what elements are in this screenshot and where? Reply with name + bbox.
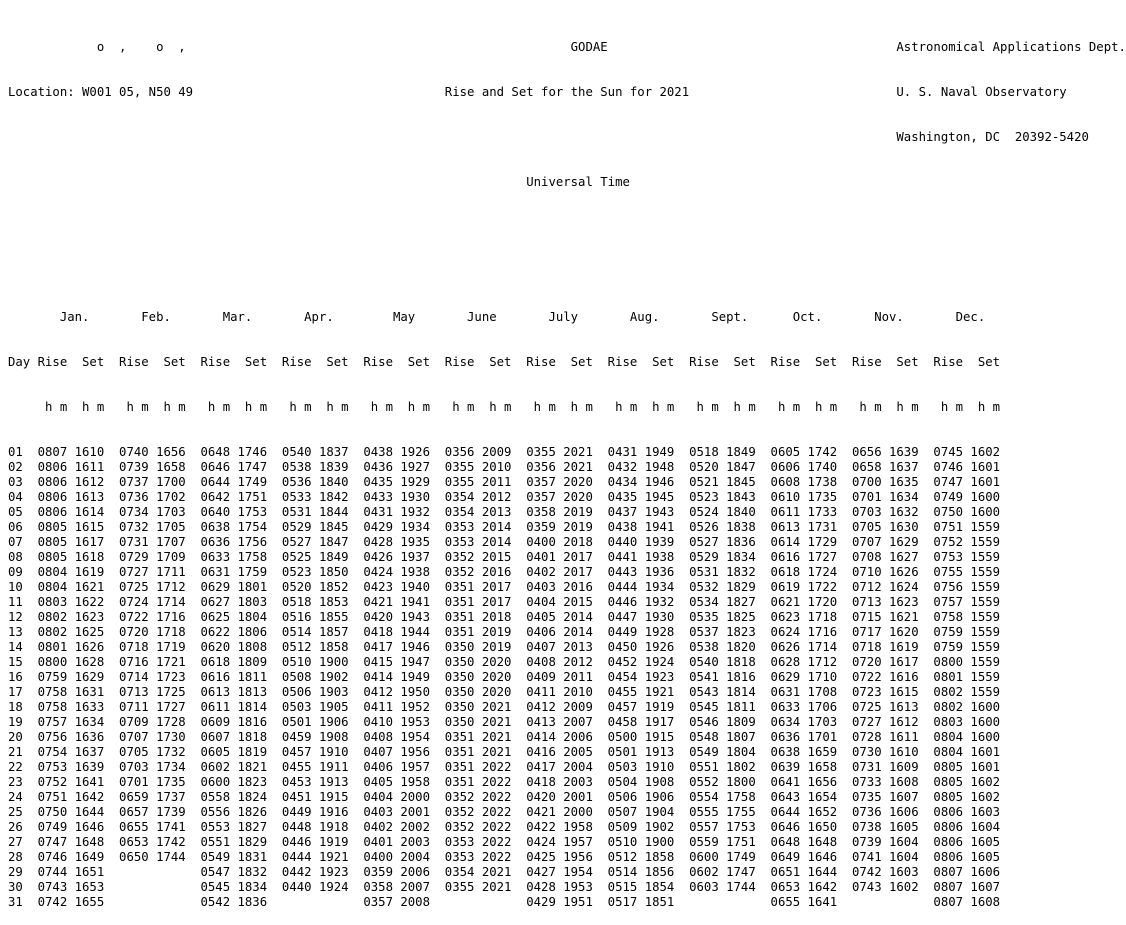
table-row: 13 0802 1625 0720 1718 0622 1806 0514 1857 0418 1944 0351 2019 0406 2014 0449 1928 0537 1823 0624 1716 0717 1620 0759 1559 (8, 625, 1001, 639)
table-row: 11 0803 1622 0724 1714 0627 1803 0518 1853 0421 1941 0351 2017 0404 2015 0446 1932 0534 1827 0621 1720 0713 1623 0757 1559 (8, 595, 1001, 609)
table-row: 29 0744 1651 0547 1832 0442 1923 0359 2006 0354 2021 0427 1954 0514 1856 0602 1747 0651 1644 0742 1603 0807 1606 (8, 865, 1001, 879)
table-row: 15 0800 1628 0716 1721 0618 1809 0510 1900 0415 1947 0350 2020 0408 2012 0452 1924 0540 1818 0628 1712 0720 1617 0800 1559 (8, 655, 1001, 669)
table-row: 24 0751 1642 0659 1737 0558 1824 0451 1915 0404 2000 0352 2022 0420 2001 0506 1906 0554 1758 0643 1654 0735 1607 0805 1602 (8, 790, 1001, 804)
coordinate-marks-line: o , o , GODAE Astronomical Applications Dept. (8, 40, 1126, 54)
month-header-row: Jan. Feb. Mar. Apr. May June July Aug. Sept. Oct. Nov. Dec. (8, 310, 986, 324)
table-row: 05 0806 1614 0734 1703 0640 1753 0531 1844 0431 1932 0354 2013 0358 2019 0437 1943 0524 1840 0611 1733 0703 1632 0750 1600 (8, 505, 1001, 519)
table-row: 19 0757 1634 0709 1728 0609 1816 0501 1906 0410 1953 0350 2021 0413 2007 0458 1917 0546 1809 0634 1703 0727 1612 0803 1600 (8, 715, 1001, 729)
table-row: 28 0746 1649 0650 1744 0549 1831 0444 1921 0400 2004 0353 2022 0425 1956 0512 1858 0600 1749 0649 1646 0741 1604 0806 1605 (8, 850, 1001, 864)
table-row: 16 0759 1629 0714 1723 0616 1811 0508 1902 0414 1949 0350 2020 0409 2011 0454 1923 0541 1816 0629 1710 0722 1616 0801 1559 (8, 670, 1001, 684)
blank-line (8, 220, 1126, 235)
table-row: 26 0749 1646 0655 1741 0553 1827 0448 1918 0402 2002 0352 2022 0422 1958 0509 1902 0557 1753 0646 1650 0738 1605 0806 1604 (8, 820, 1001, 834)
table-row: 06 0805 1615 0732 1705 0638 1754 0529 1845 0429 1934 0353 2014 0359 2019 0438 1941 0526 1838 0613 1731 0705 1630 0751 1559 (8, 520, 1001, 534)
table-row: 14 0801 1626 0718 1719 0620 1808 0512 1858 0417 1946 0350 2019 0407 2013 0450 1926 0538 1820 0626 1714 0718 1619 0759 1559 (8, 640, 1001, 654)
table-row: 18 0758 1633 0711 1727 0611 1814 0503 1905 0411 1952 0350 2021 0412 2009 0457 1919 0545 1811 0633 1706 0725 1613 0802 1600 (8, 700, 1001, 714)
blank-line (8, 265, 1126, 280)
table-row: 27 0747 1648 0653 1742 0551 1829 0446 1919 0401 2003 0353 2022 0424 1957 0510 1900 0559 1751 0648 1648 0739 1604 0806 1605 (8, 835, 1001, 849)
location-title-line: Location: W001 05, N50 49 Rise and Set for the Sun for 2021 U. S. Naval Observatory (8, 85, 1067, 99)
table-row: 04 0806 1613 0736 1702 0642 1751 0533 1842 0433 1930 0354 2012 0357 2020 0435 1945 0523 1843 0610 1735 0701 1634 0749 1600 (8, 490, 1001, 504)
table-row: 08 0805 1618 0729 1709 0633 1758 0525 1849 0426 1937 0352 2015 0401 2017 0441 1938 0529 1834 0616 1727 0708 1627 0753 1559 (8, 550, 1001, 564)
table-row: 31 0742 1655 0542 1836 0357 2008 0429 1951 0517 1851 0655 1641 0807 1608 (8, 895, 1001, 909)
table-row: 02 0806 1611 0739 1658 0646 1747 0538 1839 0436 1927 0355 2010 0356 2021 0432 1948 0520 1847 0606 1740 0658 1637 0746 1601 (8, 460, 1001, 474)
table-row: 30 0743 1653 0545 1834 0440 1924 0358 2007 0355 2021 0428 1953 0515 1854 0603 1744 0653 1642 0743 1602 0807 1607 (8, 880, 1001, 894)
day-rows (8, 445, 1126, 910)
table-row: 23 0752 1641 0701 1735 0600 1823 0453 1913 0405 1958 0351 2022 0418 2003 0504 1908 0552 1800 0641 1656 0733 1608 0805 1602 (8, 775, 1001, 789)
table-row: 21 0754 1637 0705 1732 0605 1819 0457 1910 0407 1956 0351 2021 0416 2005 0501 1913 0549 1804 0638 1659 0730 1610 0804 1601 (8, 745, 1001, 759)
sun-table-document (8, 10, 1126, 925)
table-row: 22 0753 1639 0703 1734 0602 1821 0455 1911 0406 1957 0351 2022 0417 2004 0503 1910 0551 1802 0639 1658 0731 1609 0805 1601 (8, 760, 1001, 774)
org-line-3: Washington, DC 20392-5420 (8, 130, 1089, 144)
rise-set-header-row: Day Rise Set Rise Set Rise Set Rise Set Rise Set Rise Set Rise Set Rise Set Rise Set Rise Set Rise Set Rise Set (8, 355, 1001, 369)
table-row: 17 0758 1631 0713 1725 0613 1813 0506 1903 0412 1950 0350 2020 0411 2010 0455 1921 0543 1814 0631 1708 0723 1615 0802 1559 (8, 685, 1001, 699)
units-header-row: h m h m h m h m h m h m h m h m h m h m h m h m h m h m h m h m h m h m h m h m h m h m h m h m (8, 400, 1001, 414)
table-row: 25 0750 1644 0657 1739 0556 1826 0449 1916 0403 2001 0352 2022 0421 2000 0507 1904 0555 1755 0644 1652 0736 1606 0806 1603 (8, 805, 1001, 819)
table-row: 12 0802 1623 0722 1716 0625 1804 0516 1855 0420 1943 0351 2018 0405 2014 0447 1930 0535 1825 0623 1718 0715 1621 0758 1559 (8, 610, 1001, 624)
table-row: 09 0804 1619 0727 1711 0631 1759 0523 1850 0424 1938 0352 2016 0402 2017 0443 1936 0531 1832 0618 1724 0710 1626 0755 1559 (8, 565, 1001, 579)
time-zone-line: Universal Time (8, 175, 630, 189)
table-row: 20 0756 1636 0707 1730 0607 1818 0459 1908 0408 1954 0351 2021 0414 2006 0500 1915 0548 1807 0636 1701 0728 1611 0804 1600 (8, 730, 1001, 744)
table-row: 03 0806 1612 0737 1700 0644 1749 0536 1840 0435 1929 0355 2011 0357 2020 0434 1946 0521 1845 0608 1738 0700 1635 0747 1601 (8, 475, 1001, 489)
table-row: 10 0804 1621 0725 1712 0629 1801 0520 1852 0423 1940 0351 2017 0403 2016 0444 1934 0532 1829 0619 1722 0712 1624 0756 1559 (8, 580, 1001, 594)
table-row: 01 0807 1610 0740 1656 0648 1746 0540 1837 0438 1926 0356 2009 0355 2021 0431 1949 0518 1849 0605 1742 0656 1639 0745 1602 (8, 445, 1001, 459)
table-row: 07 0805 1617 0731 1707 0636 1756 0527 1847 0428 1935 0353 2014 0400 2018 0440 1939 0527 1836 0614 1729 0707 1629 0752 1559 (8, 535, 1001, 549)
